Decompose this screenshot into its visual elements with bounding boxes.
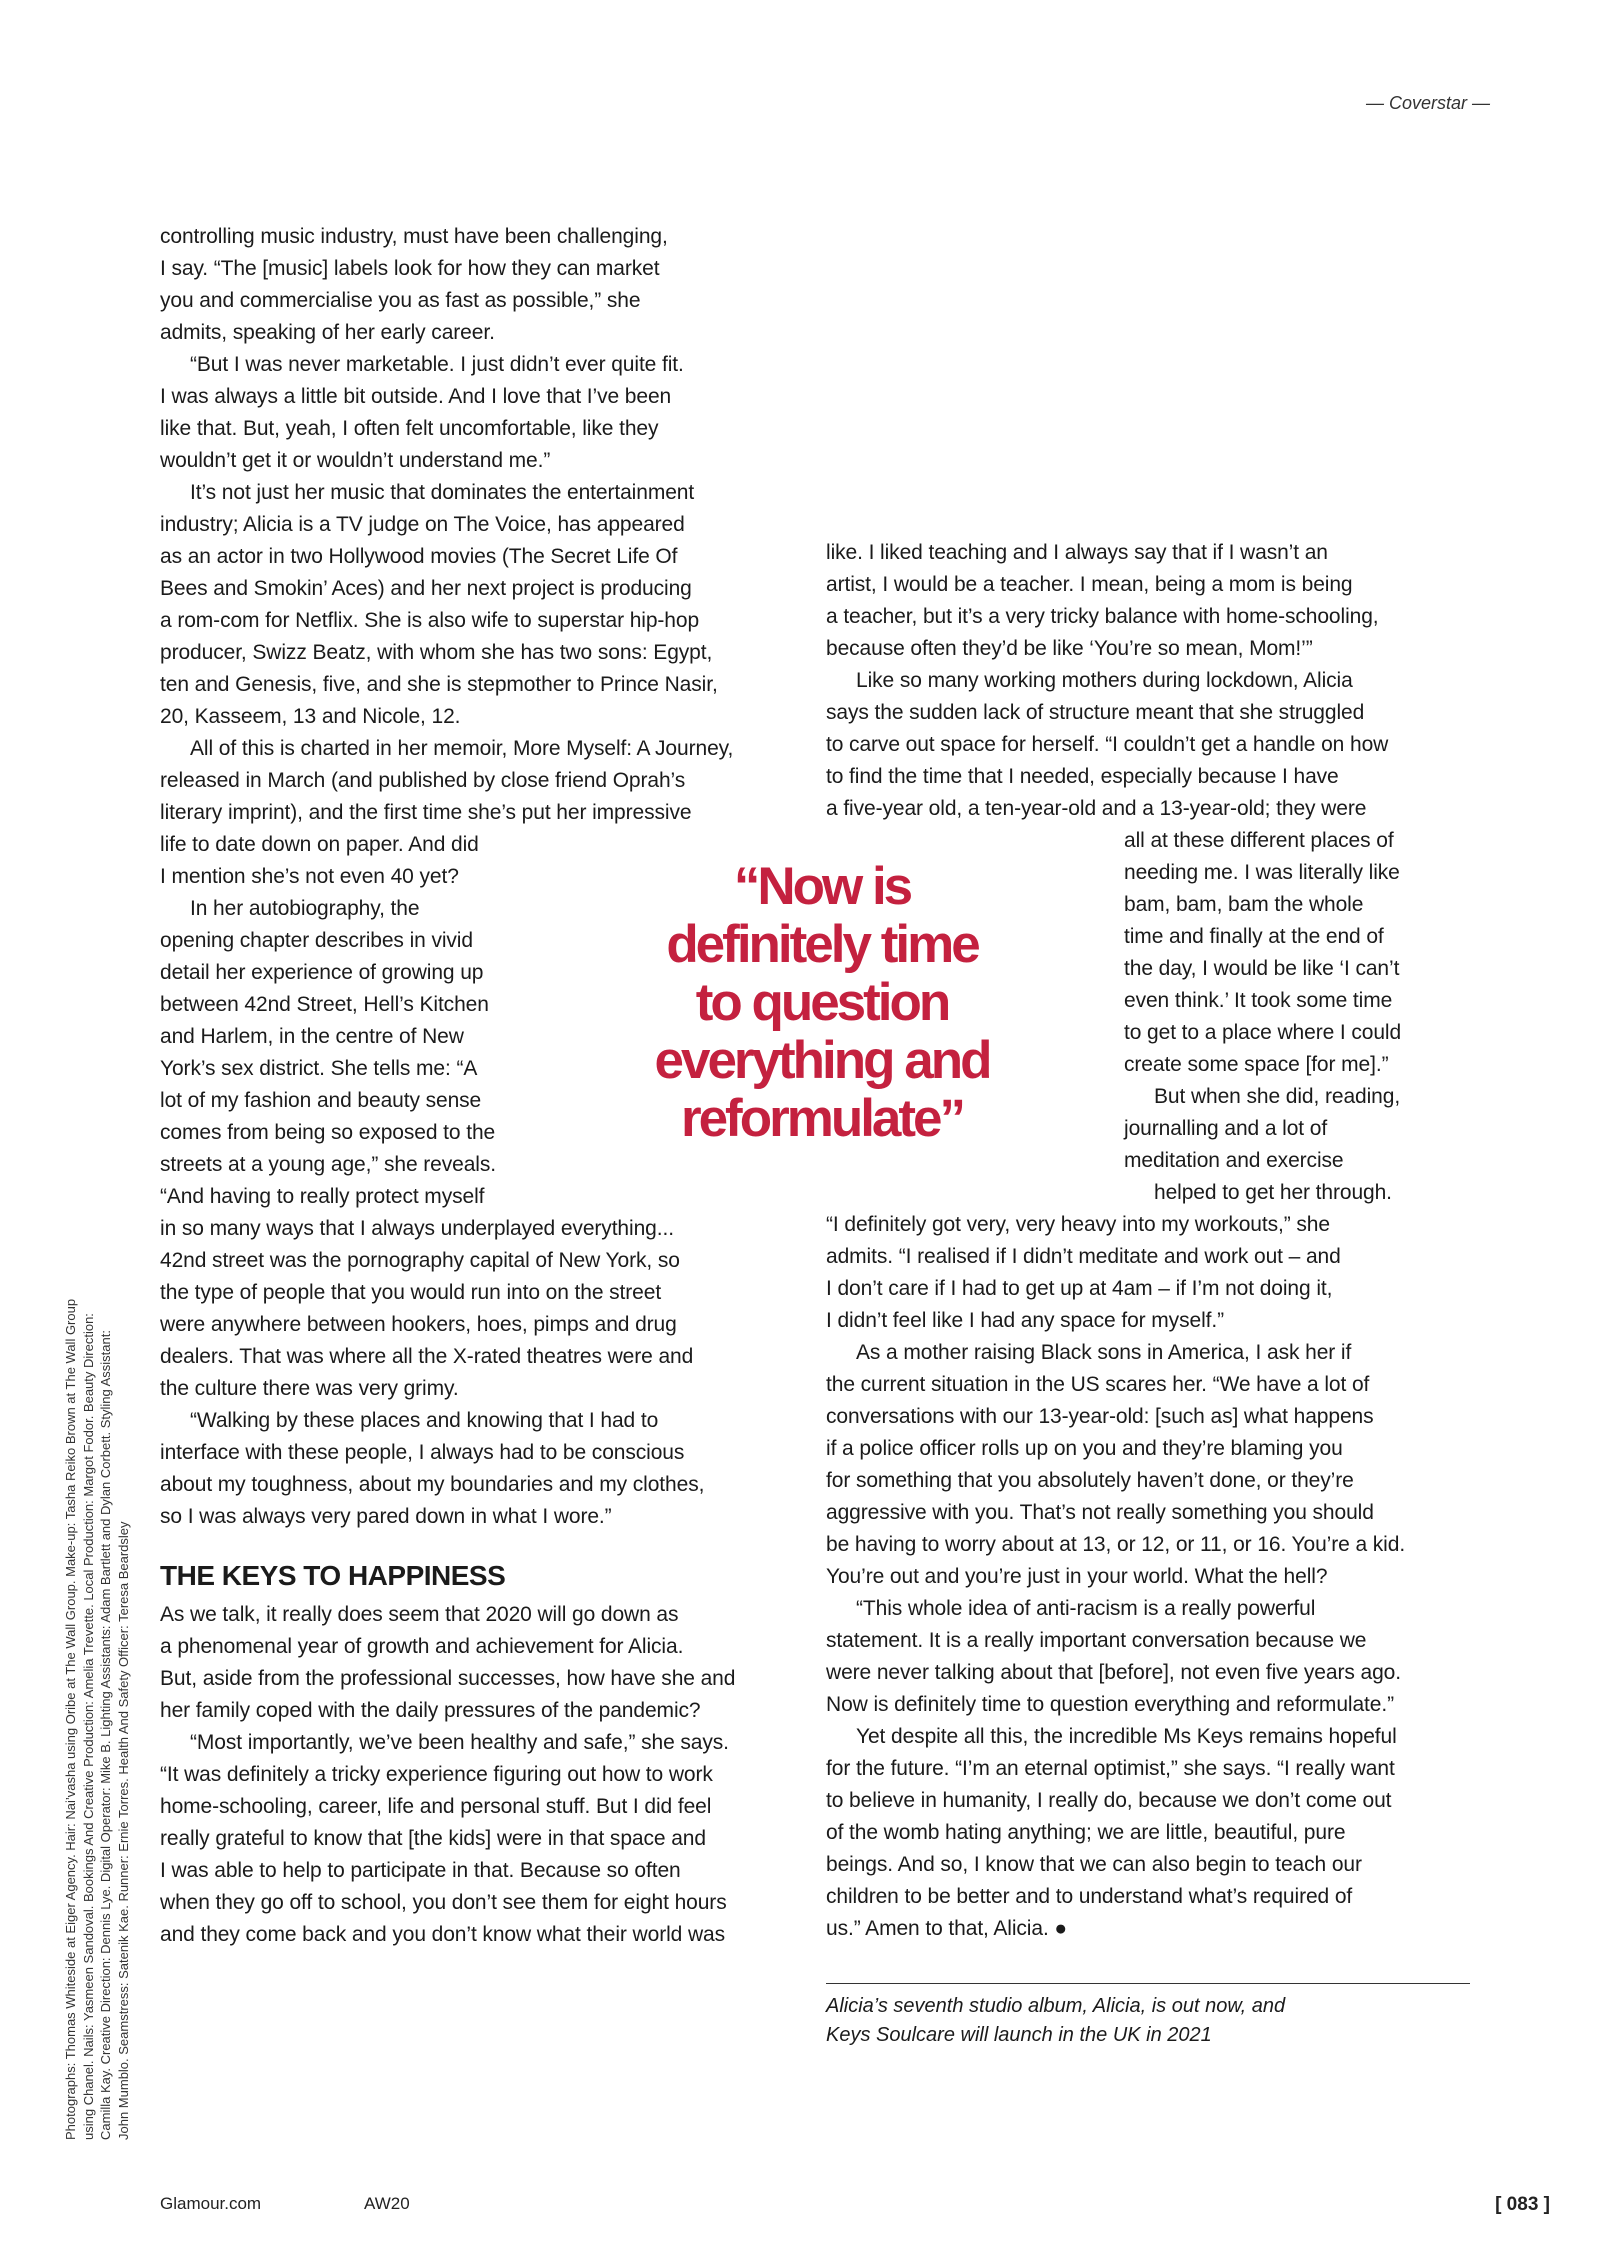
text-line: “Most importantly, we’ve been healthy and safe,” she says.	[190, 1731, 729, 1754]
text-line: to believe in humanity, I really do, because we don’t come out	[826, 1789, 1392, 1812]
text-line: you and commercialise you as fast as possible,” she	[160, 289, 641, 312]
text-line: because often they’d be like ‘You’re so mean, Mom!’”	[826, 637, 1313, 660]
text-line: the current situation in the US scares her. “We have a lot of	[826, 1373, 1370, 1396]
text-line: 42nd street was the pornography capital of New York, so	[160, 1249, 680, 1272]
credit-line: Camilla Kay. Creative Direction: Dennis Lye. Digital Operator: Mike B. Lighting Assistants: Adam Bartlett and Dylan Corbett. Styling Assistant:	[98, 1330, 113, 2140]
pull-quote-line: reformulate”	[680, 1089, 964, 1148]
text-line: interface with these people, I always had to be conscious	[160, 1441, 685, 1464]
text-line: the type of people that you would run into on the street	[160, 1281, 662, 1304]
text-line: between 42nd Street, Hell’s Kitchen	[160, 993, 489, 1016]
text-line: dealers. That was where all the X-rated theatres were and	[160, 1345, 694, 1368]
text-line: really grateful to know that [the kids] were in that space and	[160, 1827, 706, 1850]
text-line: for something that you absolutely haven’t done, or they’re	[826, 1469, 1354, 1492]
text-line: As we talk, it really does seem that 2020 will go down as	[160, 1603, 679, 1626]
photo-credits	[62, 1140, 132, 2140]
text-line: But, aside from the professional successes, how have she and	[160, 1667, 736, 1690]
text-line: all at these different places of	[1124, 829, 1394, 852]
text-line: us.” Amen to that, Alicia. ●	[826, 1917, 1067, 1940]
text-line: aggressive with you. That’s not really something you should	[826, 1501, 1374, 1524]
article-column-right	[826, 537, 1405, 1945]
text-line: I was always a little bit outside. And I love that I’ve been	[160, 385, 672, 408]
text-line: 20, Kasseem, 13 and Nicole, 12.	[160, 705, 461, 728]
text-line: when they go off to school, you don’t see them for eight hours	[160, 1891, 727, 1914]
text-line: I mention she’s not even 40 yet?	[160, 865, 459, 888]
credit-line: using Chanel. Nails: Yasmeen Sandoval. Bookings And Creative Production: Amelia Trevette. Local Production: Margot Fodor. Beauty Direction:	[80, 1313, 96, 2140]
text-line: life to date down on paper. And did	[160, 833, 479, 856]
pull-quote-line: everything and	[654, 1031, 990, 1090]
text-line: a five-year old, a ten-year-old and a 13-year-old; they were	[826, 797, 1367, 820]
text-line: conversations with our 13-year-old: [such as] what happens	[826, 1405, 1374, 1428]
text-line: Like so many working mothers during lockdown, Alicia	[856, 669, 1353, 692]
text-line: York’s sex district. She tells me: “A	[160, 1057, 478, 1080]
pull-quote-line: “Now is	[733, 857, 911, 916]
text-line: detail her experience of growing up	[160, 961, 484, 984]
text-line: so I was always very pared down in what I wore.”	[160, 1505, 612, 1528]
text-line: helped to get her through.	[1154, 1181, 1392, 1204]
text-line: time and finally at the end of	[1124, 925, 1384, 948]
text-line: “Walking by these places and knowing that I had to	[190, 1409, 659, 1432]
text-line: controlling music industry, must have been challenging,	[160, 225, 668, 248]
text-line: Bees and Smokin’ Aces) and her next project is producing	[160, 577, 692, 600]
pull-quote-line: definitely time	[666, 915, 978, 974]
text-line: I was able to help to participate in that. Because so often	[160, 1859, 681, 1882]
text-line: the culture there was very grimy.	[160, 1377, 459, 1400]
page-number: [ 083 ]	[1495, 2194, 1550, 2215]
text-line: Yet despite all this, the incredible Ms Keys remains hopeful	[856, 1725, 1397, 1748]
text-line: But when she did, reading,	[1154, 1085, 1401, 1108]
text-line: artist, I would be a teacher. I mean, being a mom is being	[826, 573, 1353, 596]
article-column-left-continued	[160, 1599, 735, 1951]
text-line: be having to worry about at 13, or 12, or 11, or 16. You’re a kid.	[826, 1533, 1406, 1556]
text-line: literary imprint), and the first time she’s put her impressive	[160, 801, 692, 824]
text-line: I say. “The [music] labels look for how they can market	[160, 257, 660, 280]
text-line: As a mother raising Black sons in America, I ask her if	[856, 1341, 1352, 1364]
text-line: wouldn’t get it or wouldn’t understand me.”	[160, 449, 551, 472]
text-line: to get to a place where I could	[1124, 1021, 1402, 1044]
text-line: You’re out and you’re just in your world. What the hell?	[826, 1565, 1328, 1588]
text-line: ten and Genesis, five, and she is stepmother to Prince Nasir,	[160, 673, 718, 696]
text-line: opening chapter describes in vivid	[160, 929, 473, 952]
text-line: I didn’t feel like I had any space for myself.”	[826, 1309, 1224, 1332]
text-line: to carve out space for herself. “I couldn’t get a handle on how	[826, 733, 1389, 756]
text-line: and Harlem, in the centre of New	[160, 1025, 464, 1048]
text-line: the day, I would be like ‘I can’t	[1124, 957, 1400, 980]
text-line: about my toughness, about my boundaries and my clothes,	[160, 1473, 705, 1496]
pull-quote	[592, 858, 1052, 1148]
text-line: meditation and exercise	[1124, 1149, 1344, 1172]
text-line: statement. It is a really important conversation because we	[826, 1629, 1367, 1652]
text-line: home-schooling, career, life and personal stuff. But I did feel	[160, 1795, 712, 1818]
text-line: were never talking about that [before], not even five years ago.	[826, 1661, 1401, 1684]
credit-line: John Mumblo. Seamstress: Satenik Kae. Runner: Ernie Torres. Health And Safety Officer: Teresa Beardsley	[115, 1521, 131, 2140]
text-line: even think.’ It took some time	[1124, 989, 1393, 1012]
caption-line: Keys Soulcare will launch in the UK in 2021	[826, 2024, 1212, 2046]
text-line: like. I liked teaching and I always say that if I wasn’t an	[826, 541, 1328, 564]
text-line: children to be better and to understand what’s required of	[826, 1885, 1353, 1908]
text-line: “And having to really protect myself	[160, 1185, 485, 1208]
caption-line: Alicia’s seventh studio album, Alicia, is out now, and	[826, 1995, 1286, 2017]
text-line: I don’t care if I had to get up at 4am – if I’m not doing it,	[826, 1277, 1333, 1300]
text-line: In her autobiography, the	[190, 897, 420, 920]
text-line: streets at a young age,” she reveals.	[160, 1153, 496, 1176]
section-label: — Coverstar —	[1365, 93, 1490, 113]
text-line: as an actor in two Hollywood movies (The Secret Life Of	[160, 545, 678, 568]
text-line: released in March (and published by close friend Oprah’s	[160, 769, 686, 792]
caption-divider	[826, 1983, 1470, 1984]
text-line: a rom-com for Netflix. She is also wife to superstar hip-hop	[160, 609, 700, 632]
text-line: “But I was never marketable. I just didn’t ever quite fit.	[190, 353, 684, 376]
text-line: if a police officer rolls up on you and they’re blaming you	[826, 1437, 1343, 1460]
text-line: a phenomenal year of growth and achievement for Alicia.	[160, 1635, 684, 1658]
text-line: and they come back and you don’t know what their world was	[160, 1923, 726, 1946]
text-line: Now is definitely time to question everything and reformulate.”	[826, 1693, 1394, 1716]
text-line: like that. But, yeah, I often felt uncomfortable, like they	[160, 417, 659, 440]
text-line: of the womb hating anything; we are little, beautiful, pure	[826, 1821, 1346, 1844]
text-line: a teacher, but it’s a very tricky balance with home-schooling,	[826, 605, 1379, 628]
footer-site: Glamour.com	[160, 2194, 262, 2213]
text-line: beings. And so, I know that we can also begin to teach our	[826, 1853, 1362, 1876]
text-line: industry; Alicia is a TV judge on The Voice, has appeared	[160, 513, 685, 536]
text-line: her family coped with the daily pressures of the pandemic?	[160, 1699, 701, 1722]
text-line: admits, speaking of her early career.	[160, 321, 495, 344]
text-line: in so many ways that I always underplayed everything...	[160, 1217, 674, 1240]
pull-quote-line: to question	[695, 973, 949, 1032]
text-line: to find the time that I needed, especially because I have	[826, 765, 1339, 788]
text-line: were anywhere between hookers, hoes, pimps and drug	[160, 1313, 677, 1336]
section-heading: THE KEYS TO HAPPINESS	[160, 1560, 506, 1591]
text-line: needing me. I was literally like	[1124, 861, 1400, 884]
text-line: bam, bam, bam the whole	[1124, 893, 1364, 916]
text-line: “It was definitely a tricky experience figuring out how to work	[160, 1763, 713, 1786]
text-line: All of this is charted in her memoir, More Myself: A Journey,	[190, 737, 734, 760]
text-line: lot of my fashion and beauty sense	[160, 1089, 482, 1112]
text-line: producer, Swizz Beatz, with whom she has two sons: Egypt,	[160, 641, 713, 664]
text-line: It’s not just her music that dominates the entertainment	[190, 481, 695, 504]
album-caption	[826, 1992, 1285, 2050]
text-line: journalling and a lot of	[1124, 1117, 1328, 1140]
text-line: admits. “I realised if I didn’t meditate and work out – and	[826, 1245, 1341, 1268]
text-line: for the future. “I’m an eternal optimist,” she says. “I really want	[826, 1757, 1395, 1780]
text-line: “This whole idea of anti-racism is a really powerful	[856, 1597, 1316, 1620]
footer-issue: AW20	[364, 2194, 410, 2213]
text-line: says the sudden lack of structure meant that she struggled	[826, 701, 1365, 724]
text-line: comes from being so exposed to the	[160, 1121, 496, 1144]
text-line: “I definitely got very, very heavy into my workouts,” she	[826, 1213, 1330, 1236]
text-line: create some space [for me].”	[1124, 1053, 1389, 1076]
credit-line: Photographs: Thomas Whiteside at Eiger Agency. Hair: Nai’vasha using Oribe at The Wall Group. Make-up: Tasha Reiko Brown at The Wall Group	[63, 1298, 78, 2140]
